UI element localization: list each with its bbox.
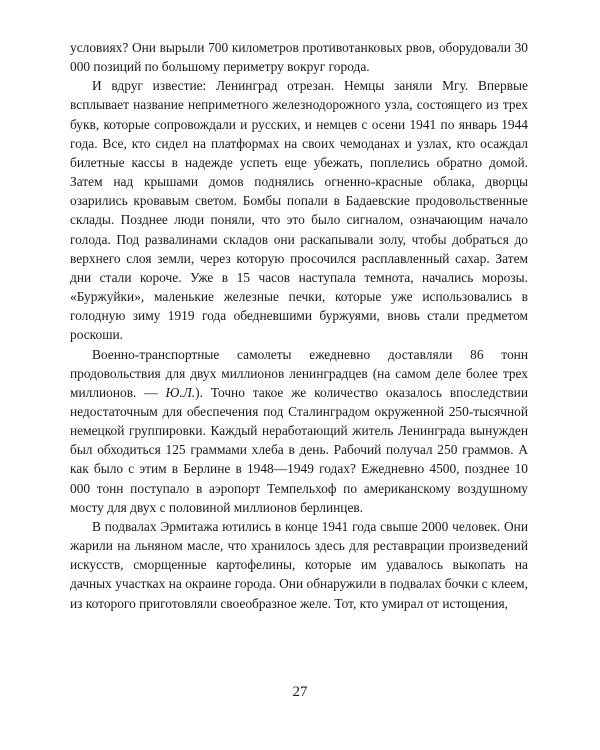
paragraph-3-continuation: ). Точно такое же количество оказалось впоследствии недостаточным для обеспечения под Сталинградом окруженной 250-тысячной немецкой группировки. Каждый неработающий житель Ленинграда вынужден был обходиться 125 граммами хлеба в день. Рабочий получал 250 граммов. А как было с этим в Берлине в 1948—1949 годах? Ежедневно 4500, позднее 10 000 тонн поступало в аэропорт Темпельхоф по американскому воздушному мосту для двух с половиной миллионов берлинцев. <box>70 384 528 515</box>
paragraph-1: условиях? Они вырыли 700 километров противотанковых рвов, оборудовали 30 000 позиций по большому периметру вокруг города. <box>70 40 528 75</box>
paragraph-3-text: Военно-транспортные самолеты ежедневно доставляли 86 тонн продовольствия для двух миллионов ленинградцев (на самом деле более трех миллионов. — <box>70 346 528 400</box>
paragraph-3 <box>70 345 528 517</box>
paragraph-2: И вдруг известие: Ленинград отрезан. Немцы заняли Мгу. Впервые всплывает название неприметного железнодорожного узла, состоящего из трех букв, которые сопровождали и русских, и немцев с осени 1941 по январь 1944 года. Все, кто сидел на платформах на своих чемоданах и узлах, кто осаждал билетные кассы в надежде успеть еще убежать, поплелись обратно домой. Затем над крышами домов поднялись огненно-красные облака, дворцы озарились кровавым светом. Бомбы попали в Бадаевские продовольственные склады. Позднее люди поняли, что это было сигналом, означающим начало голода. Под развалинами складов они раскапывали золу, чтобы добраться до верхнего слоя земли, через которую просочился расплавленный сахар. Затем дни стали короче. Уже в 15 часов наступала темнота, начались морозы. «Буржуйки», маленькие железные печки, которые уже использовались в голодную зиму 1919 года обедневшими буржуями, вновь стали предметом роскоши. <box>70 78 528 343</box>
paragraph-4: В подвалах Эрмитажа ютились в конце 1941 года свыше 2000 человек. Они жарили на льняном масле, что хранилось здесь для реставрации произведений искусств, сморщенные картофелины, которые им удавалось выкопать на дачных участках на окраине города. Они обнаружили в подвалах бочки с клеем, из которого приготовляли своеобразное желе. Тот, кто умирал от истощения, <box>70 518 528 611</box>
page-body <box>70 38 528 613</box>
author-initials: Ю.Л. <box>165 384 196 400</box>
page-number: 27 <box>292 684 308 700</box>
